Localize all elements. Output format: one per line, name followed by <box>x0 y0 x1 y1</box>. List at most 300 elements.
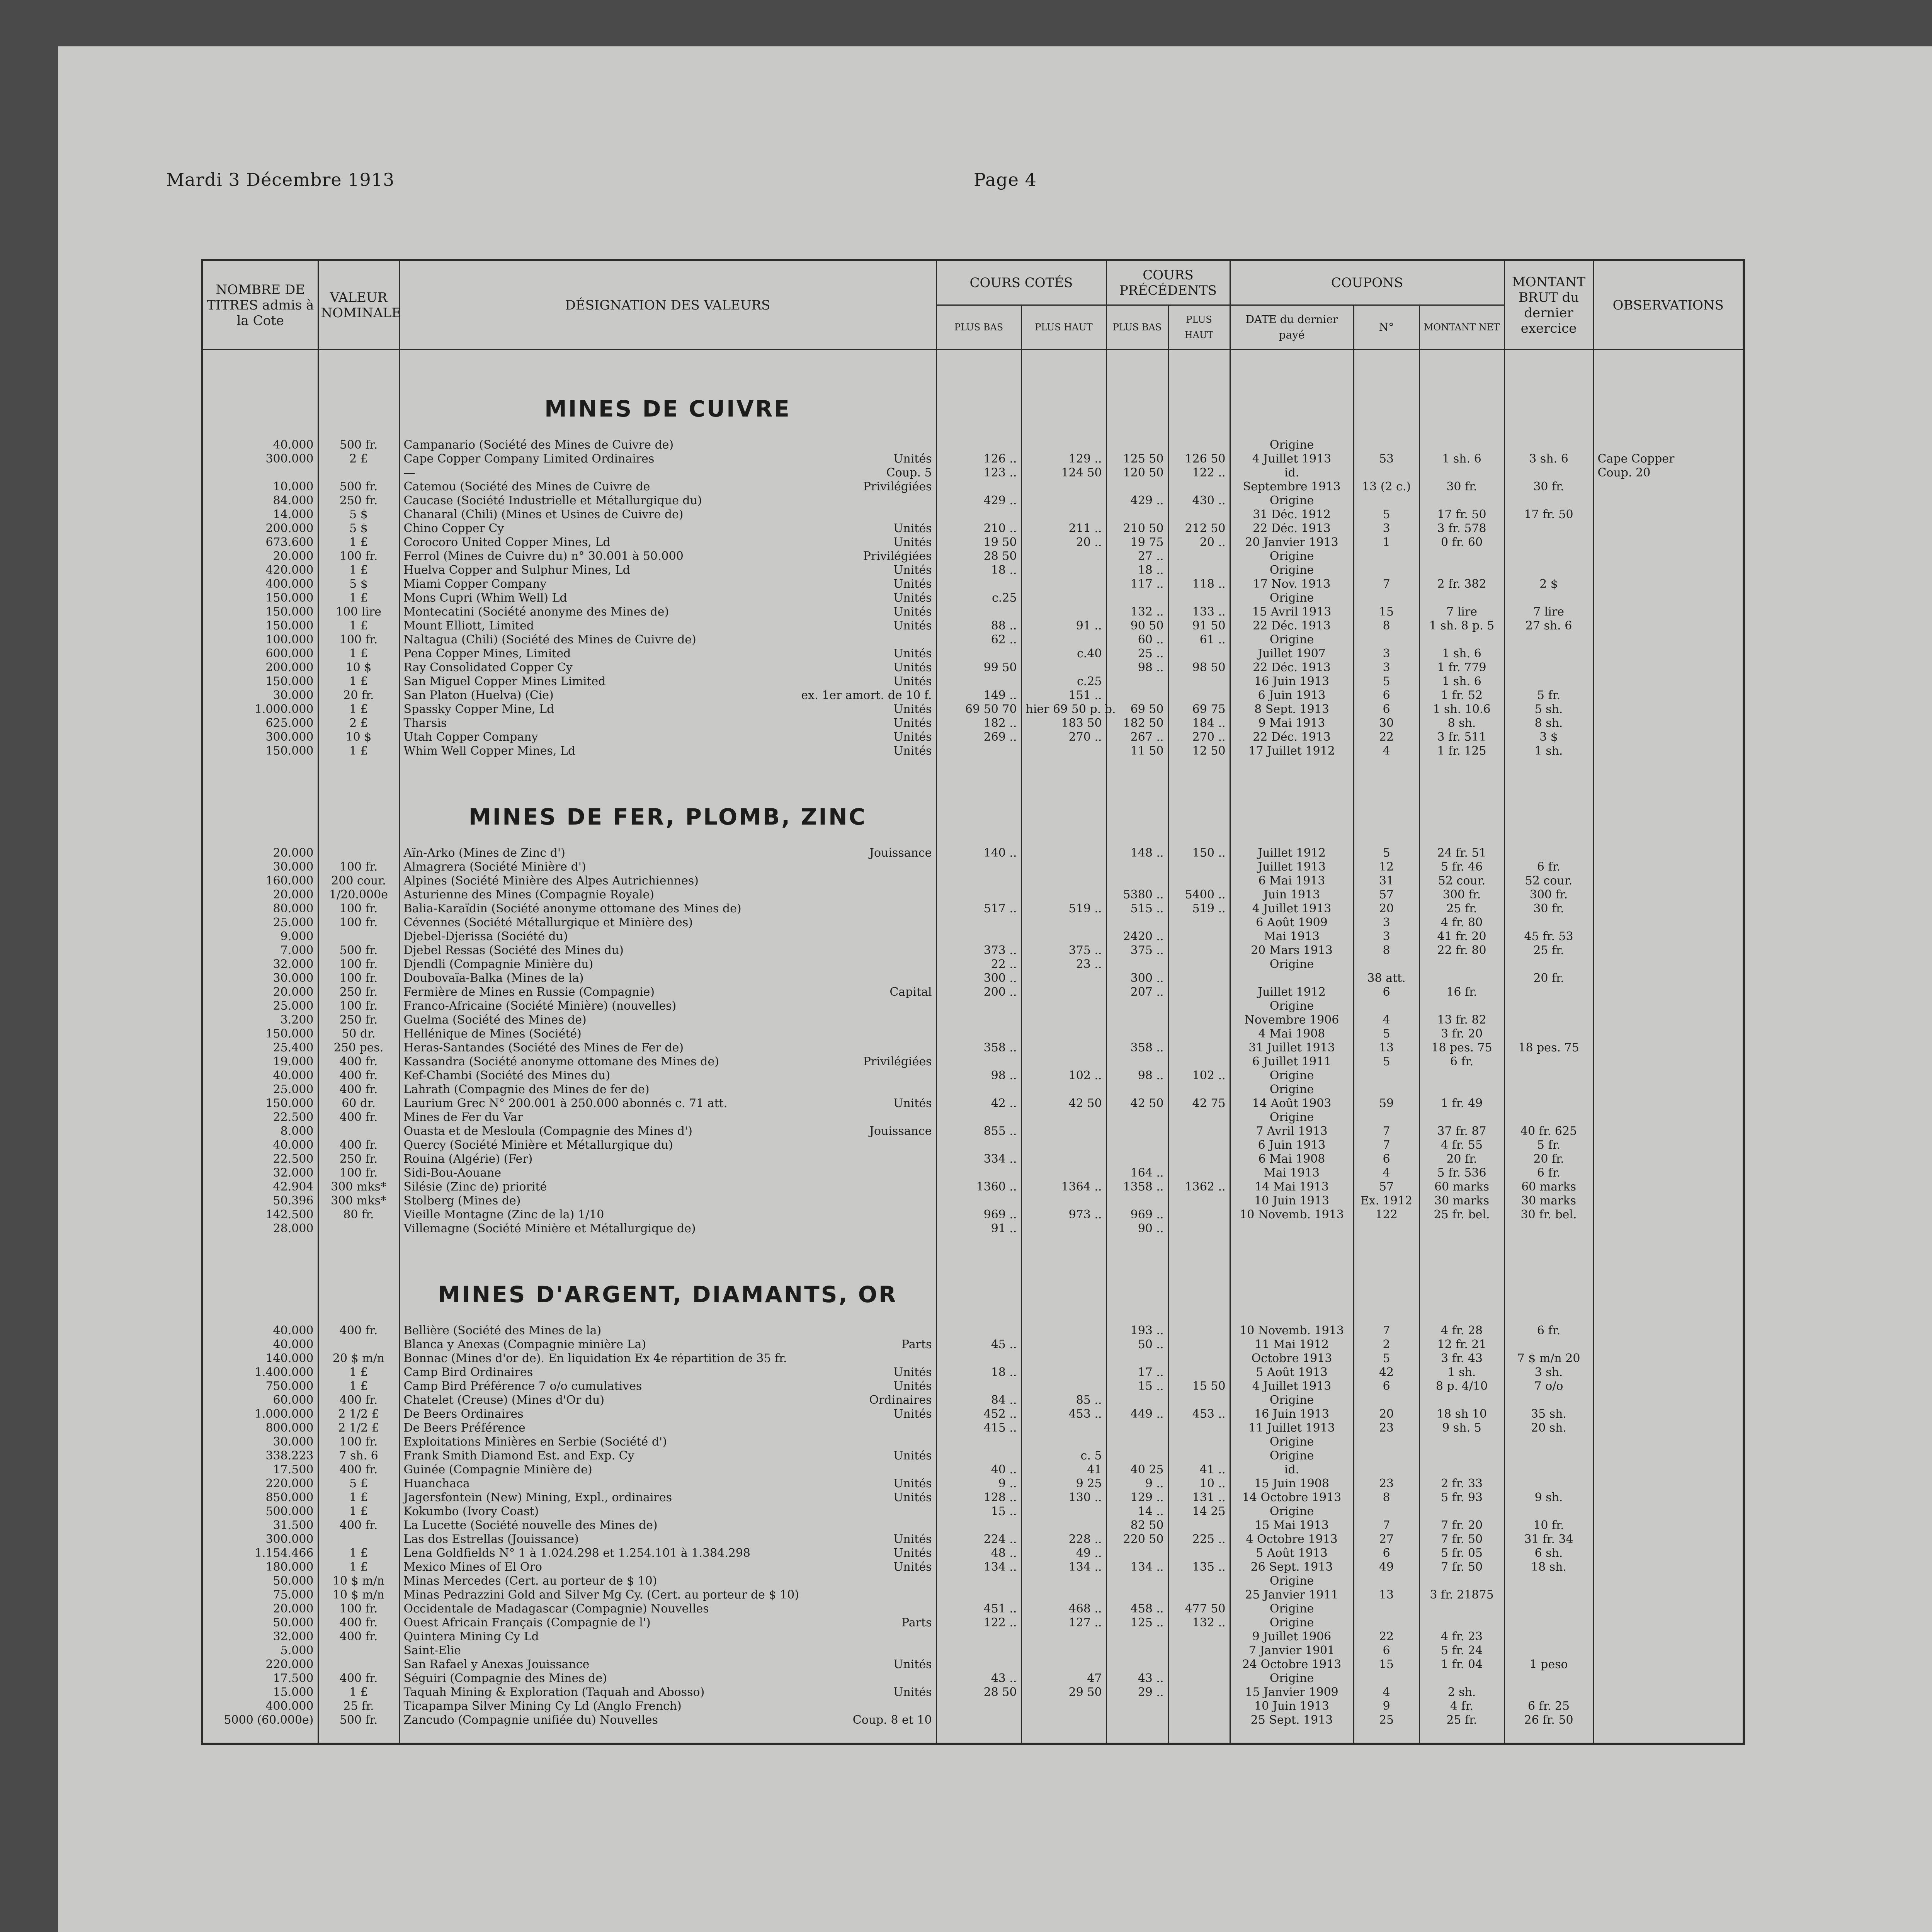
cell-plus-bas: 84 .. <box>936 1393 1021 1407</box>
security-row <box>202 1560 1744 1574</box>
security-type: Unités <box>893 647 932 660</box>
cell-plus-haut: 183 50 <box>1021 716 1106 730</box>
security-row <box>202 1574 1744 1588</box>
cell-numero: 6 <box>1354 689 1419 702</box>
cell-observation <box>1593 1083 1744 1097</box>
cell-valeur: 500 fr. <box>318 944 399 957</box>
cell-valeur <box>318 930 399 944</box>
cell-prec-plus-haut: 184 .. <box>1168 716 1230 730</box>
cell-prec-plus-bas <box>1106 999 1168 1013</box>
cell-valeur: 1 £ <box>318 1366 399 1379</box>
cell-prec-plus-haut: 41 .. <box>1168 1463 1230 1477</box>
spacer-cell <box>1021 758 1106 781</box>
cell-montant-net: 12 fr. 21 <box>1419 1338 1504 1352</box>
cell-plus-bas: 15 .. <box>936 1505 1021 1519</box>
cell-valeur: 1 £ <box>318 1546 399 1560</box>
cell-montant-brut <box>1504 536 1593 549</box>
security-name: Aïn-Arko (Mines de Zinc d') <box>403 846 565 860</box>
cell-date-paye: 5 Août 1913 <box>1230 1366 1354 1379</box>
cell-montant-brut: 9 sh. <box>1504 1491 1593 1505</box>
cell-observation: Cape Copper <box>1593 452 1744 466</box>
cell-observation <box>1593 1421 1744 1435</box>
cell-designation <box>399 846 936 860</box>
cell-valeur <box>318 1644 399 1658</box>
cell-plus-bas: 134 .. <box>936 1560 1021 1574</box>
cell-designation <box>399 1208 936 1222</box>
cell-montant-net: 6 fr. <box>1419 1055 1504 1069</box>
cell-plus-bas <box>936 647 1021 661</box>
cell-plus-bas <box>936 438 1021 452</box>
cell-numero: 57 <box>1354 888 1419 902</box>
cell-numero: 3 <box>1354 647 1419 661</box>
cell-nombre: 150.000 <box>202 605 318 619</box>
cell-observation <box>1593 744 1744 758</box>
cell-montant-net <box>1419 1393 1504 1407</box>
cell-plus-bas: 358 .. <box>936 1041 1021 1055</box>
cell-plus-bas <box>936 1699 1021 1713</box>
end-cell <box>1230 1727 1354 1744</box>
cell-numero: 13 <box>1354 1588 1419 1602</box>
cell-observation <box>1593 1672 1744 1685</box>
cell-montant-net <box>1419 591 1504 605</box>
cell-nombre: 150.000 <box>202 1097 318 1111</box>
cell-date-paye: 26 Sept. 1913 <box>1230 1560 1354 1574</box>
cell-observation <box>1593 1449 1744 1463</box>
cell-plus-haut <box>1021 1138 1106 1152</box>
cell-plus-haut <box>1021 1338 1106 1352</box>
cell-plus-bas: 88 .. <box>936 619 1021 633</box>
cell-plus-haut <box>1021 1588 1106 1602</box>
cell-numero <box>1354 999 1419 1013</box>
cell-date-paye: Origine <box>1230 1505 1354 1519</box>
cell-prec-plus-haut <box>1168 675 1230 689</box>
security-type: Unités <box>893 605 932 619</box>
cell-prec-plus-bas <box>1106 1124 1168 1138</box>
cell-numero: 122 <box>1354 1208 1419 1222</box>
section-cell <box>1106 781 1168 831</box>
cell-date-paye: 17 Juillet 1912 <box>1230 744 1354 758</box>
section-cell <box>936 1259 1021 1308</box>
cell-montant-net: 1 sh. <box>1419 1366 1504 1379</box>
spacer-cell <box>1504 350 1593 374</box>
cell-plus-bas: 140 .. <box>936 846 1021 860</box>
cell-valeur: 400 fr. <box>318 1463 399 1477</box>
security-type: Privilégiées <box>863 480 932 493</box>
cell-observation <box>1593 1699 1744 1713</box>
cell-plus-bas: 210 .. <box>936 522 1021 536</box>
cell-montant-brut: 1 peso <box>1504 1658 1593 1672</box>
cell-valeur: 1/20.000e <box>318 888 399 902</box>
cell-date-paye: 25 Sept. 1913 <box>1230 1713 1354 1727</box>
cell-prec-plus-bas: 17 .. <box>1106 1366 1168 1379</box>
security-name: Ticapampa Silver Mining Cy Ld (Anglo French) <box>403 1699 682 1713</box>
cell-observation <box>1593 549 1744 563</box>
cell-montant-brut: 3 $ <box>1504 730 1593 744</box>
security-name: Heras-Santandes (Société des Mines de Fer de) <box>403 1041 684 1054</box>
cell-prec-plus-haut <box>1168 916 1230 930</box>
cell-observation <box>1593 536 1744 549</box>
cell-designation <box>399 916 936 930</box>
cell-observation <box>1593 1713 1744 1727</box>
cell-plus-bas: 99 50 <box>936 661 1021 675</box>
cell-plus-haut: 124 50 <box>1021 466 1106 480</box>
security-row <box>202 1124 1744 1138</box>
cell-designation <box>399 689 936 702</box>
cell-date-paye: Juin 1913 <box>1230 888 1354 902</box>
security-type: Unités <box>893 1560 932 1574</box>
security-row <box>202 1713 1744 1727</box>
security-row <box>202 902 1744 916</box>
cell-observation <box>1593 1435 1744 1449</box>
cell-plus-bas <box>936 874 1021 888</box>
cell-montant-net <box>1419 563 1504 577</box>
cell-plus-bas: 123 .. <box>936 466 1021 480</box>
security-row <box>202 1491 1744 1505</box>
cell-montant-net <box>1419 1083 1504 1097</box>
security-type: Unités <box>893 1097 932 1110</box>
cell-plus-bas: 200 .. <box>936 985 1021 999</box>
cell-prec-plus-haut <box>1168 1685 1230 1699</box>
cell-montant-net: 22 fr. 80 <box>1419 944 1504 957</box>
cell-prec-plus-haut: 61 .. <box>1168 633 1230 647</box>
cell-plus-haut <box>1021 1574 1106 1588</box>
section-cell <box>1504 781 1593 831</box>
cell-montant-brut: 20 fr. <box>1504 1152 1593 1166</box>
cell-montant-net: 1 fr. 49 <box>1419 1097 1504 1111</box>
section-cell <box>1021 373 1106 423</box>
cell-plus-bas: 42 .. <box>936 1097 1021 1111</box>
cell-plus-bas <box>936 1083 1021 1097</box>
cell-montant-net <box>1419 1449 1504 1463</box>
security-row <box>202 1041 1744 1055</box>
cell-prec-plus-bas: 5380 .. <box>1106 888 1168 902</box>
cell-plus-haut <box>1021 1152 1106 1166</box>
end-cell <box>1354 1727 1419 1744</box>
cell-valeur: 250 fr. <box>318 1152 399 1166</box>
cell-montant-brut: 7 lire <box>1504 605 1593 619</box>
cell-valeur: 1 £ <box>318 744 399 758</box>
cell-plus-bas <box>936 605 1021 619</box>
cell-designation <box>399 1449 936 1463</box>
security-row <box>202 1672 1744 1685</box>
end-cell <box>202 1727 318 1744</box>
cell-numero: 5 <box>1354 508 1419 522</box>
cell-date-paye <box>1230 1222 1354 1236</box>
cell-plus-bas: 269 .. <box>936 730 1021 744</box>
security-row <box>202 522 1744 536</box>
cell-prec-plus-bas <box>1106 1083 1168 1097</box>
cell-plus-bas: 69 50 70 <box>936 702 1021 716</box>
security-name: Taquah Mining & Exploration (Taquah and Abosso) <box>403 1685 705 1699</box>
cell-nombre: 180.000 <box>202 1560 318 1574</box>
cell-montant-brut <box>1504 1574 1593 1588</box>
cell-numero <box>1354 466 1419 480</box>
cell-montant-brut <box>1504 1505 1593 1519</box>
end-cell <box>318 1727 399 1744</box>
cell-prec-plus-haut: 1362 .. <box>1168 1180 1230 1194</box>
cell-prec-plus-haut <box>1168 1546 1230 1560</box>
cell-montant-net: 9 sh. 5 <box>1419 1421 1504 1435</box>
cell-observation <box>1593 716 1744 730</box>
cell-plus-haut: 228 .. <box>1021 1532 1106 1546</box>
cell-montant-net: 1 fr. 52 <box>1419 689 1504 702</box>
cell-prec-plus-bas: 50 .. <box>1106 1338 1168 1352</box>
cell-prec-plus-bas: 11 50 <box>1106 744 1168 758</box>
security-row <box>202 1180 1744 1194</box>
security-name: Saint-Elie <box>403 1644 461 1657</box>
col-nombre: NOMBRE DE TITRES admis à la Cote <box>202 260 318 350</box>
cell-numero: 8 <box>1354 619 1419 633</box>
cell-montant-net: 8 p. 4/10 <box>1419 1379 1504 1393</box>
cell-prec-plus-bas: 515 .. <box>1106 902 1168 916</box>
cell-montant-brut: 2 $ <box>1504 577 1593 591</box>
cell-prec-plus-haut <box>1168 1713 1230 1727</box>
cell-designation <box>399 1630 936 1644</box>
section-cell <box>1593 1259 1744 1308</box>
cell-prec-plus-haut <box>1168 1449 1230 1463</box>
security-row <box>202 1546 1744 1560</box>
cell-date-paye: 4 Juillet 1913 <box>1230 452 1354 466</box>
gap-cell <box>1106 1308 1168 1324</box>
cell-prec-plus-haut: 126 50 <box>1168 452 1230 466</box>
cell-designation <box>399 1435 936 1449</box>
cell-numero <box>1354 1505 1419 1519</box>
cell-plus-haut: 375 .. <box>1021 944 1106 957</box>
cell-designation <box>399 591 936 605</box>
cell-montant-brut: 6 fr. <box>1504 1166 1593 1180</box>
cell-designation <box>399 1013 936 1027</box>
cell-prec-plus-haut <box>1168 1352 1230 1366</box>
cell-numero: 5 <box>1354 1055 1419 1069</box>
cell-numero: 2 <box>1354 1338 1419 1352</box>
cell-montant-brut <box>1504 846 1593 860</box>
cell-montant-brut: 52 cour. <box>1504 874 1593 888</box>
gap-cell <box>318 423 399 438</box>
cell-valeur: 1 £ <box>318 1685 399 1699</box>
cell-numero: 23 <box>1354 1477 1419 1491</box>
cell-designation <box>399 1463 936 1477</box>
cell-montant-net: 7 lire <box>1419 605 1504 619</box>
cell-numero: 59 <box>1354 1097 1419 1111</box>
gap-cell <box>399 423 936 438</box>
cell-prec-plus-haut: 98 50 <box>1168 661 1230 675</box>
cell-montant-net: 5 fr. 46 <box>1419 860 1504 874</box>
gap-cell <box>936 831 1021 846</box>
cell-valeur: 300 mks* <box>318 1194 399 1208</box>
security-type: Unités <box>893 522 932 535</box>
security-row <box>202 944 1744 957</box>
section-title: MINES DE CUIVRE <box>399 373 936 423</box>
cell-montant-net: 37 fr. 87 <box>1419 1124 1504 1138</box>
cell-montant-brut <box>1504 675 1593 689</box>
security-name: Zancudo (Compagnie unifiée du) Nouvelles <box>403 1713 658 1727</box>
security-name: La Lucette (Société nouvelle des Mines de) <box>403 1519 658 1532</box>
col-prec-plus-bas: PLUS BAS <box>1106 305 1168 350</box>
cell-valeur: 60 dr. <box>318 1097 399 1111</box>
security-name: Guinée (Compagnie Minière de) <box>403 1463 592 1476</box>
cell-plus-bas: 126 .. <box>936 452 1021 466</box>
cell-valeur: 1 £ <box>318 619 399 633</box>
cell-prec-plus-bas: 27 .. <box>1106 549 1168 563</box>
cell-observation <box>1593 480 1744 494</box>
security-name: Villemagne (Société Minière et Métallurgique de) <box>403 1222 696 1235</box>
cell-montant-brut <box>1504 633 1593 647</box>
cell-numero: 13 (2 c.) <box>1354 480 1419 494</box>
cell-observation <box>1593 1532 1744 1546</box>
spacer-cell <box>399 758 936 781</box>
cell-plus-haut: 519 .. <box>1021 902 1106 916</box>
cell-plus-bas <box>936 744 1021 758</box>
security-name: Mines de Fer du Var <box>403 1111 523 1124</box>
cell-designation <box>399 536 936 549</box>
security-row <box>202 846 1744 860</box>
end-cell <box>1021 1727 1106 1744</box>
col-coupons: COUPONS <box>1230 260 1504 305</box>
cell-plus-haut <box>1021 605 1106 619</box>
cell-nombre: 100.000 <box>202 633 318 647</box>
section-cell <box>1419 1259 1504 1308</box>
security-name: Chanaral (Chili) (Mines et Usines de Cuivre de) <box>403 508 684 521</box>
cell-prec-plus-bas: 90 50 <box>1106 619 1168 633</box>
cell-montant-net <box>1419 957 1504 971</box>
security-name: Montecatini (Société anonyme des Mines de) <box>403 605 669 619</box>
cell-prec-plus-bas <box>1106 1435 1168 1449</box>
cell-designation <box>399 577 936 591</box>
cell-date-paye: Origine <box>1230 591 1354 605</box>
cell-numero: 38 att. <box>1354 971 1419 985</box>
cell-prec-plus-bas: 15 .. <box>1106 1379 1168 1393</box>
spacer-cell <box>1354 758 1419 781</box>
cell-observation <box>1593 563 1744 577</box>
cell-prec-plus-haut: 12 50 <box>1168 744 1230 758</box>
cell-prec-plus-bas: 449 .. <box>1106 1407 1168 1421</box>
cell-valeur: 2 £ <box>318 452 399 466</box>
gap-cell <box>318 831 399 846</box>
gap-cell <box>1354 831 1419 846</box>
cell-nombre: 200.000 <box>202 522 318 536</box>
cell-montant-brut: 1 sh. <box>1504 744 1593 758</box>
cell-numero <box>1354 1111 1419 1124</box>
cell-numero: 8 <box>1354 1491 1419 1505</box>
cell-prec-plus-bas: 18 .. <box>1106 563 1168 577</box>
cell-prec-plus-bas <box>1106 1013 1168 1027</box>
cell-prec-plus-bas: 458 .. <box>1106 1602 1168 1616</box>
cell-valeur: 400 fr. <box>318 1111 399 1124</box>
cell-montant-net: 5 fr. 536 <box>1419 1166 1504 1180</box>
spacer-cell <box>1419 350 1504 374</box>
cell-montant-brut <box>1504 494 1593 508</box>
spacer-cell <box>1230 758 1354 781</box>
cell-designation <box>399 466 936 480</box>
security-name: Quintera Mining Cy Ld <box>403 1630 539 1643</box>
cell-numero: 8 <box>1354 944 1419 957</box>
gap-cell <box>1504 1308 1593 1324</box>
cell-numero: 53 <box>1354 452 1419 466</box>
cell-valeur: 400 fr. <box>318 1672 399 1685</box>
spacer-cell <box>202 1236 318 1259</box>
cell-designation <box>399 661 936 675</box>
cell-nombre: 5000 (60.000e) <box>202 1713 318 1727</box>
cell-nombre: 8.000 <box>202 1124 318 1138</box>
cell-valeur: 400 fr. <box>318 1138 399 1152</box>
security-name: San Platon (Huelva) (Cie) <box>403 689 554 702</box>
cell-montant-brut <box>1504 1055 1593 1069</box>
cell-plus-haut: 102 .. <box>1021 1069 1106 1083</box>
cell-date-paye: 31 Juillet 1913 <box>1230 1041 1354 1055</box>
security-row <box>202 1602 1744 1616</box>
cell-designation <box>399 1055 936 1069</box>
cell-prec-plus-haut: 430 .. <box>1168 494 1230 508</box>
cell-prec-plus-haut: 10 .. <box>1168 1477 1230 1491</box>
cell-numero: 12 <box>1354 860 1419 874</box>
cell-valeur <box>318 466 399 480</box>
cell-nombre: 20.000 <box>202 985 318 999</box>
cell-designation <box>399 716 936 730</box>
cell-prec-plus-bas: 210 50 <box>1106 522 1168 536</box>
cell-designation <box>399 1338 936 1352</box>
cell-nombre: 7.000 <box>202 944 318 957</box>
cell-prec-plus-haut <box>1168 957 1230 971</box>
cell-observation <box>1593 522 1744 536</box>
col-plus-bas: PLUS BAS <box>936 305 1021 350</box>
cell-montant-brut <box>1504 647 1593 661</box>
cell-prec-plus-bas: 182 50 <box>1106 716 1168 730</box>
cell-date-paye: 24 Octobre 1913 <box>1230 1658 1354 1672</box>
cell-date-paye: Origine <box>1230 1616 1354 1630</box>
cell-prec-plus-haut <box>1168 1644 1230 1658</box>
cell-observation <box>1593 1546 1744 1560</box>
security-row <box>202 438 1744 452</box>
cell-nombre: 15.000 <box>202 1685 318 1699</box>
cell-prec-plus-bas: 60 .. <box>1106 633 1168 647</box>
cell-nombre: 30.000 <box>202 1435 318 1449</box>
cell-plus-bas: 334 .. <box>936 1152 1021 1166</box>
cell-nombre: 40.000 <box>202 1138 318 1152</box>
cell-prec-plus-bas <box>1106 1546 1168 1560</box>
security-name: Fermière de Mines en Russie (Compagnie) <box>403 985 655 999</box>
cell-prec-plus-haut <box>1168 508 1230 522</box>
cell-numero: 3 <box>1354 661 1419 675</box>
security-row <box>202 1685 1744 1699</box>
cell-prec-plus-haut: 102 .. <box>1168 1069 1230 1083</box>
cell-montant-net: 4 fr. <box>1419 1699 1504 1713</box>
security-type: Unités <box>893 1685 932 1699</box>
cell-numero <box>1354 549 1419 563</box>
security-name: Blanca y Anexas (Compagnie minière La) <box>403 1338 646 1351</box>
cell-montant-net: 7 fr. 20 <box>1419 1519 1504 1532</box>
cell-plus-bas <box>936 1588 1021 1602</box>
cell-numero: Ex. 1912 <box>1354 1194 1419 1208</box>
cell-observation <box>1593 1194 1744 1208</box>
cell-plus-bas: 40 .. <box>936 1463 1021 1477</box>
security-name: Djendli (Compagnie Minière du) <box>403 957 594 971</box>
cell-valeur: 250 fr. <box>318 494 399 508</box>
cell-plus-bas <box>936 480 1021 494</box>
cell-plus-bas <box>936 1658 1021 1672</box>
spacer-cell <box>1419 758 1504 781</box>
cell-nombre: 750.000 <box>202 1379 318 1393</box>
cell-designation <box>399 633 936 647</box>
cell-date-paye: Mai 1913 <box>1230 930 1354 944</box>
cell-plus-haut <box>1021 971 1106 985</box>
cell-date-paye: 10 Juin 1913 <box>1230 1699 1354 1713</box>
section-cell <box>1230 1259 1354 1308</box>
cell-prec-plus-haut <box>1168 1338 1230 1352</box>
cell-plus-haut <box>1021 1366 1106 1379</box>
cell-numero: 6 <box>1354 702 1419 716</box>
cell-prec-plus-haut <box>1168 1421 1230 1435</box>
cell-plus-haut: 134 .. <box>1021 1560 1106 1574</box>
